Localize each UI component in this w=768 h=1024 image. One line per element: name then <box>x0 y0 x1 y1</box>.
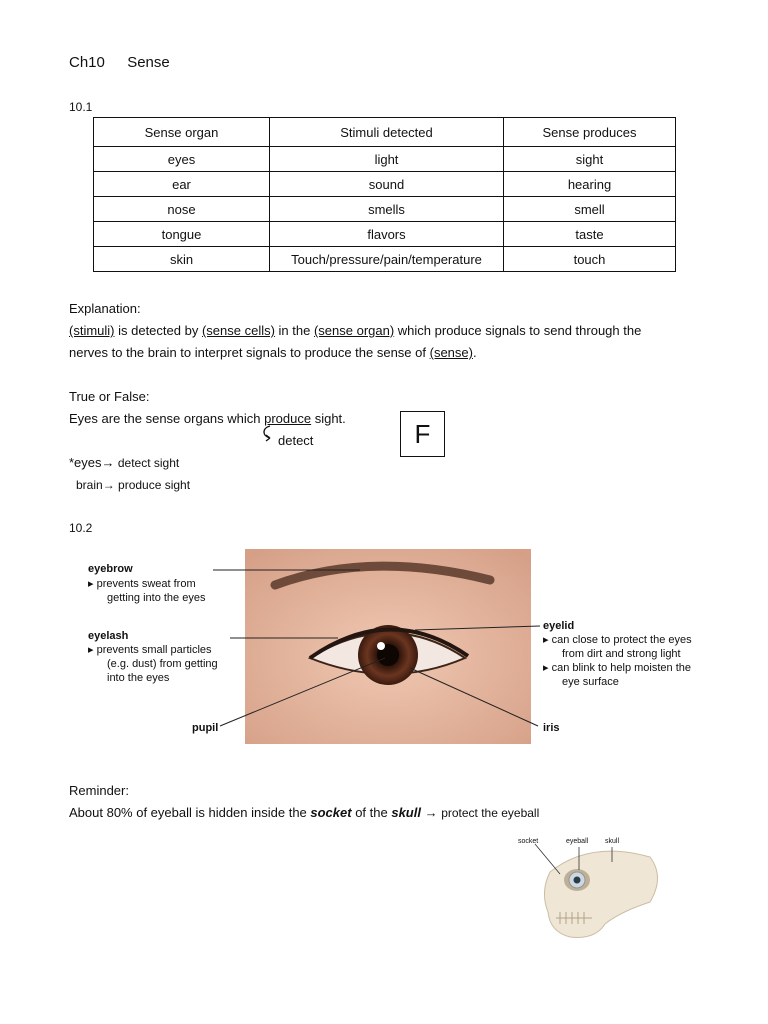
column-header: Stimuli detected <box>270 118 504 147</box>
reminder-text <box>69 804 539 822</box>
table-cell: hearing <box>504 172 676 197</box>
page-title <box>69 54 170 72</box>
table-cell: taste <box>504 222 676 247</box>
table-cell: smell <box>504 197 676 222</box>
eyelash-desc: ▸ prevents small particles (e.g. dust) from getting into the eyes <box>88 644 218 684</box>
iris-label: iris <box>543 722 560 734</box>
section-number-10-1: 10.1 <box>69 100 93 114</box>
answer-box: F <box>400 411 445 457</box>
note-term: brain <box>76 478 103 492</box>
desc-line: prevents small particles <box>96 644 212 656</box>
pupil-label: pupil <box>192 722 219 734</box>
eye-diagram <box>70 540 740 755</box>
reminder-part: About 80% of eyeball is hidden inside the <box>69 805 311 820</box>
table-row <box>94 147 676 172</box>
explanation-text: nerves to the brain to interpret signals to produce the sense of <box>69 345 430 360</box>
table-cell: smells <box>270 197 504 222</box>
table-header-row <box>94 118 676 147</box>
desc-line: can blink to help moisten the <box>551 662 691 674</box>
skull-illustration <box>500 832 690 947</box>
table-row <box>94 247 676 272</box>
section-number-10-2: 10.2 <box>69 521 93 535</box>
correction-word: detect <box>278 433 314 448</box>
true-false-label: True or False: <box>69 389 150 404</box>
explanation-text: in the <box>274 323 314 338</box>
arrow-icon: → <box>102 478 115 492</box>
skull-label-socket: socket <box>518 838 539 845</box>
table-cell: light <box>270 147 504 172</box>
sense-cells-blank: (sense cells) <box>201 323 275 338</box>
reminder-part: of the <box>351 805 392 820</box>
true-false-statement <box>69 410 346 428</box>
desc-line: prevents sweat from <box>96 578 196 590</box>
table-cell: eyes <box>94 147 270 172</box>
skull-label-eyeball: eyeball <box>566 838 589 845</box>
table-cell: ear <box>94 172 270 197</box>
stimuli-blank: (stimuli) <box>69 323 115 338</box>
chapter-title: Sense <box>127 54 170 71</box>
chapter-number: Ch10 <box>69 54 105 71</box>
table-row <box>94 222 676 247</box>
eyelid-label: eyelid <box>543 620 575 632</box>
explanation-line-1 <box>69 322 641 340</box>
skull-word: skull <box>391 805 421 820</box>
column-header: Sense organ <box>94 118 270 147</box>
table-cell: skin <box>94 247 270 272</box>
statement-text: sight. <box>311 411 346 426</box>
note-brain <box>76 476 190 494</box>
desc-line: eye surface <box>562 676 619 688</box>
arrow-icon: → <box>420 805 442 820</box>
correction-arrow-icon <box>258 424 278 444</box>
eyebrow-label: eyebrow <box>88 563 133 575</box>
desc-line: from dirt and strong light <box>562 648 681 660</box>
explanation-text: . <box>472 345 477 360</box>
explanation-text: is detected by <box>114 323 202 338</box>
note-term: *eyes <box>69 455 102 470</box>
eyelid-desc: ▸ can close to protect the eyes from dirt and strong light ▸ can blink to help moisten the eye surface <box>543 634 692 688</box>
table-cell: Touch/pressure/pain/temperature <box>270 247 504 272</box>
table-cell: sound <box>270 172 504 197</box>
desc-line: into the eyes <box>107 672 170 684</box>
desc-line: (e.g. dust) from getting <box>107 658 218 670</box>
reminder-part: protect the eyeball <box>441 806 540 820</box>
explanation-line-2 <box>69 344 477 362</box>
explanation-text: which produce signals to send through the <box>394 323 642 338</box>
table-cell: touch <box>504 247 676 272</box>
sense-blank: (sense) <box>429 345 473 360</box>
produce-word: produce <box>264 411 312 426</box>
table-row <box>94 197 676 222</box>
note-text: produce sight <box>114 478 191 492</box>
table-cell: sight <box>504 147 676 172</box>
eyebrow-desc: ▸ prevents sweat from getting into the eyes <box>88 578 206 604</box>
desc-line: can close to protect the eyes <box>551 634 692 646</box>
explanation-label: Explanation: <box>69 301 141 316</box>
skull-label-skull: skull <box>605 838 620 845</box>
column-header: Sense produces <box>504 118 676 147</box>
socket-word: socket <box>310 805 352 820</box>
arrow-icon: → <box>101 455 115 470</box>
eyelash-label: eyelash <box>88 630 129 642</box>
table-cell: tongue <box>94 222 270 247</box>
sense-table <box>93 117 676 272</box>
skull-diagram <box>500 832 690 947</box>
desc-line: getting into the eyes <box>107 592 206 604</box>
note-text: detect sight <box>114 456 180 470</box>
table-cell: flavors <box>270 222 504 247</box>
table-cell: nose <box>94 197 270 222</box>
table-row <box>94 172 676 197</box>
sense-organ-blank: (sense organ) <box>313 323 395 338</box>
statement-text: Eyes are the sense organs which <box>69 411 265 426</box>
reminder-label: Reminder: <box>69 783 129 798</box>
note-eyes <box>69 454 179 472</box>
